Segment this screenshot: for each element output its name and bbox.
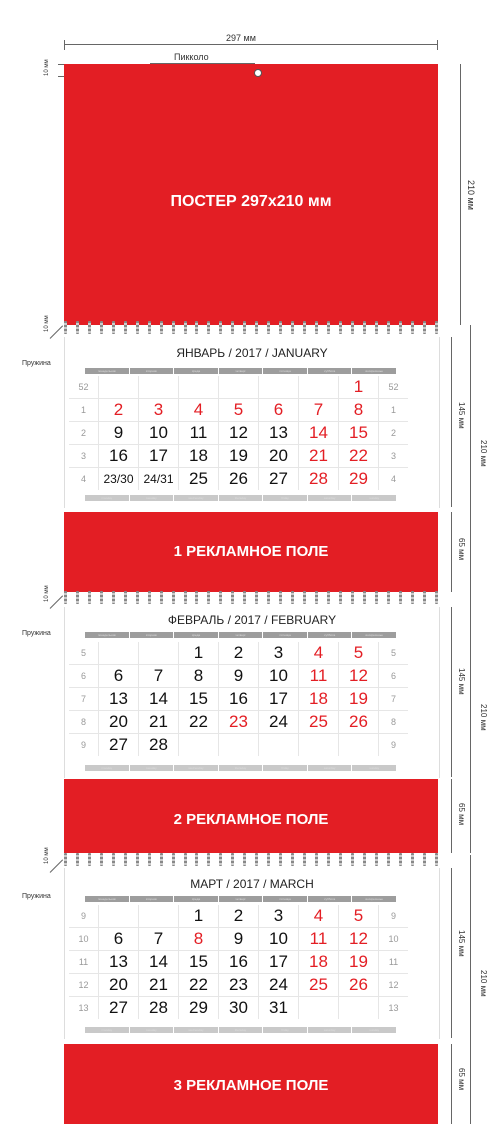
day-cell: 7: [139, 928, 178, 950]
day-cell: [259, 734, 298, 756]
day-cell: 14: [139, 951, 178, 973]
ad-height-label: 65 мм: [457, 803, 466, 826]
ad-height-label: 65 мм: [457, 1068, 466, 1091]
day-cell: 10: [259, 665, 298, 687]
day-cell: 22: [339, 445, 378, 467]
day-cell: 18: [299, 688, 338, 710]
day-cell: [219, 734, 258, 756]
day-cell: [219, 376, 258, 398]
day-cell: 5: [219, 399, 258, 421]
day-cell: 13: [99, 951, 138, 973]
day-cell: 26: [219, 468, 258, 490]
day-cell: 21: [299, 445, 338, 467]
day-cell: 16: [219, 688, 258, 710]
day-cell: 24: [259, 711, 298, 733]
day-cell: [99, 905, 138, 927]
week-number: 2: [379, 422, 408, 444]
week-number: 5: [69, 642, 98, 664]
calendar-month-2: [64, 607, 440, 778]
poster-label: ПОСТЕР 297х210 мм: [170, 193, 332, 210]
day-cell: [299, 997, 338, 1019]
margin-10mm-label: 10 мм: [44, 847, 50, 864]
day-cell: 22: [179, 974, 218, 996]
day-cell: 3: [259, 642, 298, 664]
day-cell: 8: [339, 399, 378, 421]
day-cell: 17: [139, 445, 178, 467]
day-cell: 18: [299, 951, 338, 973]
week-number: 10: [379, 928, 408, 950]
day-cell: 28: [139, 997, 178, 1019]
day-cell: 21: [139, 974, 178, 996]
day-cell: 4: [179, 399, 218, 421]
weekday-footer: monday tuesday wednesday thursday friday saturday sunday: [85, 1027, 397, 1033]
day-cell: 27: [259, 468, 298, 490]
day-cell: 6: [99, 928, 138, 950]
day-cell: [179, 734, 218, 756]
day-cell: 10: [139, 422, 178, 444]
week-number: 13: [379, 997, 408, 1019]
day-cell: 13: [99, 688, 138, 710]
week-number: 6: [69, 665, 98, 687]
week-number: 13: [69, 997, 98, 1019]
day-cell: 3: [259, 905, 298, 927]
day-cell: 27: [99, 997, 138, 1019]
day-cell: 26: [339, 974, 378, 996]
day-cell: 11: [179, 422, 218, 444]
day-cell: 7: [299, 399, 338, 421]
day-cell: 1: [179, 905, 218, 927]
month-title: МАРТ / 2017 / MARCH: [190, 877, 314, 891]
day-grid: [69, 642, 408, 756]
week-number: 9: [379, 734, 408, 756]
day-cell: 20: [99, 974, 138, 996]
day-cell: 27: [99, 734, 138, 756]
day-cell: 12: [339, 928, 378, 950]
day-cell: 16: [99, 445, 138, 467]
day-cell: 23: [219, 711, 258, 733]
day-cell: 25: [299, 974, 338, 996]
spring-2: [64, 591, 438, 604]
day-cell: 18: [179, 445, 218, 467]
day-cell: 15: [179, 951, 218, 973]
day-cell: [299, 734, 338, 756]
day-cell: 15: [179, 688, 218, 710]
day-grid: [69, 905, 408, 1019]
week-number: 1: [379, 399, 408, 421]
weekday-header: понедельник вторник среда четверг пятница суббота воскресенье: [85, 368, 397, 374]
week-number: 1: [69, 399, 98, 421]
day-cell: [339, 997, 378, 1019]
day-cell: 28: [139, 734, 178, 756]
day-cell: 19: [339, 951, 378, 973]
day-cell: 17: [259, 951, 298, 973]
section-height-label: 210 мм: [479, 704, 488, 731]
day-cell: [99, 376, 138, 398]
day-cell: 28: [299, 468, 338, 490]
day-cell: 19: [339, 688, 378, 710]
ad-height-label: 65 мм: [457, 538, 466, 561]
day-cell: 24/31: [139, 468, 178, 490]
day-cell: 8: [179, 928, 218, 950]
day-grid: [69, 376, 408, 490]
day-cell: 29: [179, 997, 218, 1019]
weekday-header: понедельник вторник среда четверг пятница суббота воскресенье: [85, 896, 397, 902]
spring-label-1: Пружина: [22, 360, 51, 367]
margin-10mm-label: 10 мм: [44, 585, 50, 602]
week-number: 4: [69, 468, 98, 490]
day-cell: 12: [219, 422, 258, 444]
ad-field-label: 3 РЕКЛАМНОЕ ПОЛЕ: [173, 1077, 329, 1094]
week-number: 8: [69, 711, 98, 733]
day-cell: 26: [339, 711, 378, 733]
day-cell: 4: [299, 905, 338, 927]
day-cell: 6: [259, 399, 298, 421]
ad-field-label: 1 РЕКЛАМНОЕ ПОЛЕ: [173, 543, 329, 560]
weekday-footer: monday tuesday wednesday thursday friday saturday sunday: [85, 765, 397, 771]
day-cell: 14: [299, 422, 338, 444]
day-cell: 16: [219, 951, 258, 973]
day-cell: 6: [99, 665, 138, 687]
hanging-hole: [254, 69, 262, 77]
week-number: 3: [379, 445, 408, 467]
day-cell: 13: [259, 422, 298, 444]
day-cell: 2: [99, 399, 138, 421]
calendar-height-label: 145 мм: [457, 668, 466, 695]
day-cell: [339, 734, 378, 756]
ad-field-label: 2 РЕКЛАМНОЕ ПОЛЕ: [173, 811, 329, 828]
week-number: 8: [379, 711, 408, 733]
day-cell: 5: [339, 905, 378, 927]
day-cell: 9: [99, 422, 138, 444]
day-cell: 9: [219, 928, 258, 950]
poster-height-label: 210 мм: [466, 180, 476, 210]
width-dimension-line: [64, 44, 438, 45]
day-cell: 21: [139, 711, 178, 733]
day-cell: 2: [219, 642, 258, 664]
week-number: 7: [69, 688, 98, 710]
day-cell: [139, 376, 178, 398]
day-cell: [299, 376, 338, 398]
day-cell: [179, 376, 218, 398]
week-number: 9: [379, 905, 408, 927]
day-cell: 11: [299, 665, 338, 687]
day-cell: [99, 642, 138, 664]
day-cell: 19: [219, 445, 258, 467]
piccolo-label: Пикколо: [174, 52, 209, 62]
day-cell: 30: [219, 997, 258, 1019]
spring-3: [64, 853, 438, 866]
spring-label-2: Пружина: [22, 630, 51, 637]
day-cell: 5: [339, 642, 378, 664]
day-cell: 24: [259, 974, 298, 996]
day-cell: 20: [259, 445, 298, 467]
week-number: 9: [69, 905, 98, 927]
spring-label-3: Пружина: [22, 893, 51, 900]
section-height-label: 210 мм: [479, 970, 488, 997]
day-cell: 4: [299, 642, 338, 664]
weekday-header: понедельник вторник среда четверг пятница суббота воскресенье: [85, 632, 397, 638]
margin-10mm-label: 10 мм: [44, 59, 50, 76]
section-height-label: 210 мм: [479, 440, 488, 467]
month-title: ФЕВРАЛЬ / 2017 / FEBRUARY: [167, 613, 337, 627]
day-cell: 25: [299, 711, 338, 733]
day-cell: [139, 642, 178, 664]
day-cell: [139, 905, 178, 927]
day-cell: 20: [99, 711, 138, 733]
day-cell: 22: [179, 711, 218, 733]
week-number: 9: [69, 734, 98, 756]
day-cell: 2: [219, 905, 258, 927]
calendar-month-1: [64, 337, 440, 508]
day-cell: 1: [339, 376, 378, 398]
day-cell: 15: [339, 422, 378, 444]
day-cell: 9: [219, 665, 258, 687]
day-cell: 29: [339, 468, 378, 490]
week-number: 4: [379, 468, 408, 490]
day-cell: 12: [339, 665, 378, 687]
week-number: 12: [69, 974, 98, 996]
week-number: 5: [379, 642, 408, 664]
day-cell: 10: [259, 928, 298, 950]
day-cell: 1: [179, 642, 218, 664]
day-cell: 7: [139, 665, 178, 687]
margin-10mm-label: 10 мм: [44, 315, 50, 332]
day-cell: 23: [219, 974, 258, 996]
week-number: 3: [69, 445, 98, 467]
week-number: 10: [69, 928, 98, 950]
week-number: 2: [69, 422, 98, 444]
day-cell: 8: [179, 665, 218, 687]
calendar-height-label: 145 мм: [457, 930, 466, 957]
day-cell: [259, 376, 298, 398]
month-title: ЯНВАРЬ / 2017 / JANUARY: [176, 346, 328, 360]
day-cell: 3: [139, 399, 178, 421]
calendar-height-label: 145 мм: [457, 402, 466, 429]
week-number: 11: [69, 951, 98, 973]
day-cell: 14: [139, 688, 178, 710]
day-cell: 11: [299, 928, 338, 950]
week-number: 6: [379, 665, 408, 687]
spring-1: [64, 321, 438, 334]
week-number: 11: [379, 951, 408, 973]
week-number: 52: [69, 376, 98, 398]
day-cell: 17: [259, 688, 298, 710]
day-cell: 25: [179, 468, 218, 490]
width-dimension-label: 297 мм: [226, 33, 256, 43]
weekday-footer: monday tuesday wednesday thursday friday saturday sunday: [85, 495, 397, 501]
day-cell: 23/30: [99, 468, 138, 490]
week-number: 7: [379, 688, 408, 710]
calendar-month-3: [64, 868, 440, 1039]
week-number: 12: [379, 974, 408, 996]
day-cell: 31: [259, 997, 298, 1019]
week-number: 52: [379, 376, 408, 398]
